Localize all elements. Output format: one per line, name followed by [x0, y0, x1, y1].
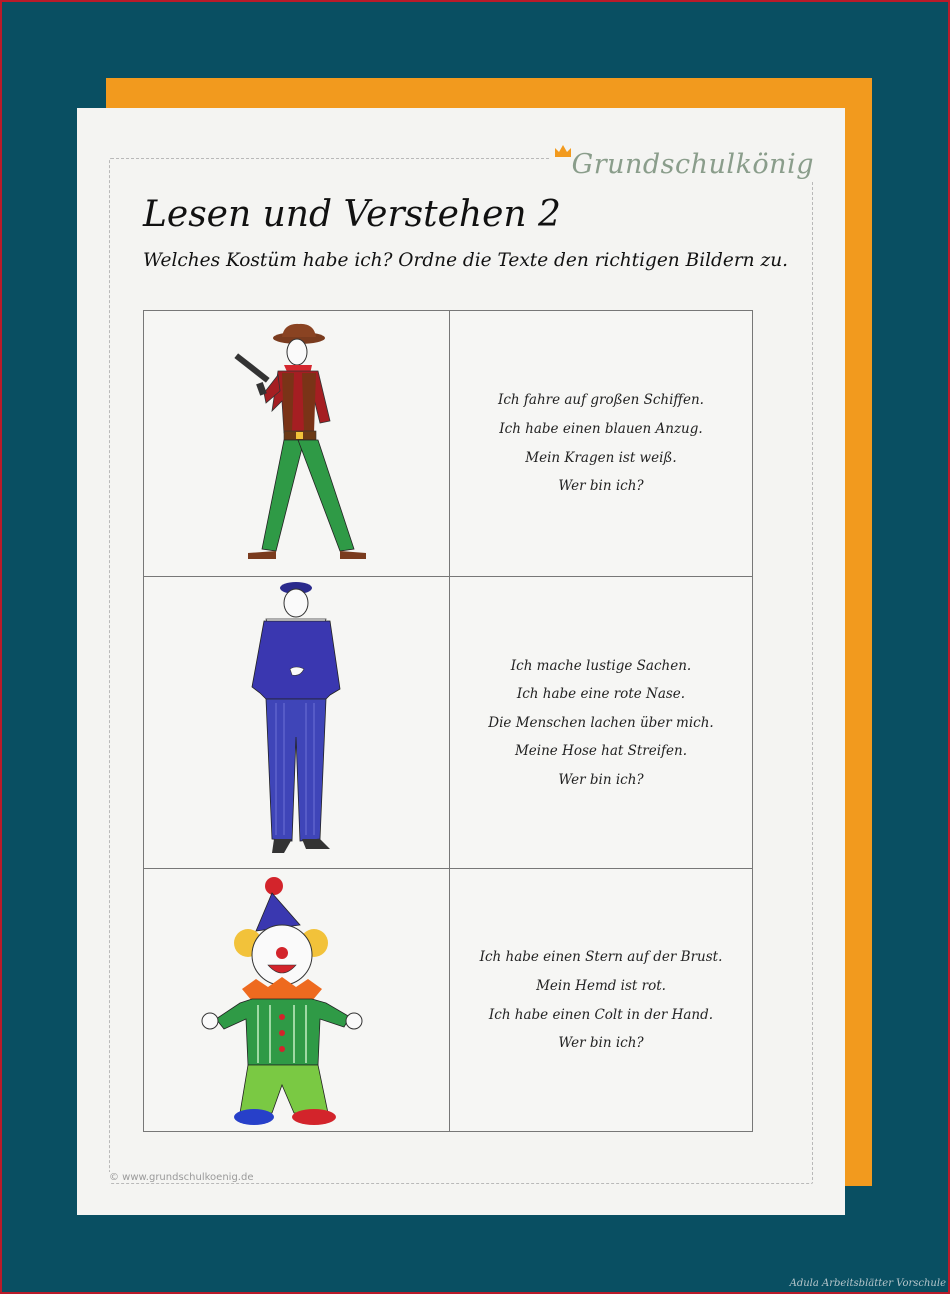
card-text-line: Wer bin ich?	[558, 1035, 644, 1052]
card-text-cell	[450, 869, 752, 1132]
brand-logo	[550, 144, 818, 180]
logo-text: Grundschulkönig	[571, 149, 814, 180]
card-text-line: Mein Hemd ist rot.	[536, 977, 666, 994]
card-image-cell	[144, 577, 450, 869]
card-image-cell	[144, 311, 450, 576]
card-text-line: Wer bin ich?	[558, 478, 644, 495]
card-text-cell	[450, 311, 752, 576]
card-text-line: Ich habe einen Colt in der Hand.	[488, 1006, 714, 1023]
card-text-line: Mein Kragen ist weiß.	[525, 449, 677, 466]
card-text-line: Die Menschen lachen über mich.	[488, 714, 714, 731]
cowboy-costume-illustration	[144, 311, 449, 576]
card-text-line: Ich fahre auf großen Schiffen.	[498, 392, 704, 409]
page-title: Lesen und Verstehen 2	[143, 194, 561, 235]
card-image-cell	[144, 869, 450, 1132]
crown-icon	[554, 144, 572, 158]
card-text-line: Wer bin ich?	[558, 771, 644, 788]
card-text-cell	[450, 577, 752, 869]
card-row	[144, 868, 752, 1132]
card-grid	[143, 310, 753, 1132]
card-text-line: Ich mache lustige Sachen.	[510, 657, 692, 674]
card-row	[144, 576, 752, 869]
card-text-line: Meine Hose hat Streifen.	[514, 743, 688, 760]
instruction-text: Welches Kostüm habe ich? Ordne die Texte den richtigen Bildern zu.	[143, 250, 788, 271]
card-text-line: Ich habe einen blauen Anzug.	[499, 420, 703, 437]
footer-url: © www.grundschulkoenig.de	[109, 1172, 259, 1183]
card-text-line: Ich habe einen Stern auf der Brust.	[479, 949, 723, 966]
watermark: Adula Arbeitsblätter Vorschule	[789, 1278, 946, 1289]
card-text-line: Ich habe eine rote Nase.	[516, 686, 686, 703]
card-row	[144, 311, 752, 576]
sailor-costume-illustration	[144, 577, 449, 869]
clown-costume-illustration	[144, 869, 449, 1132]
